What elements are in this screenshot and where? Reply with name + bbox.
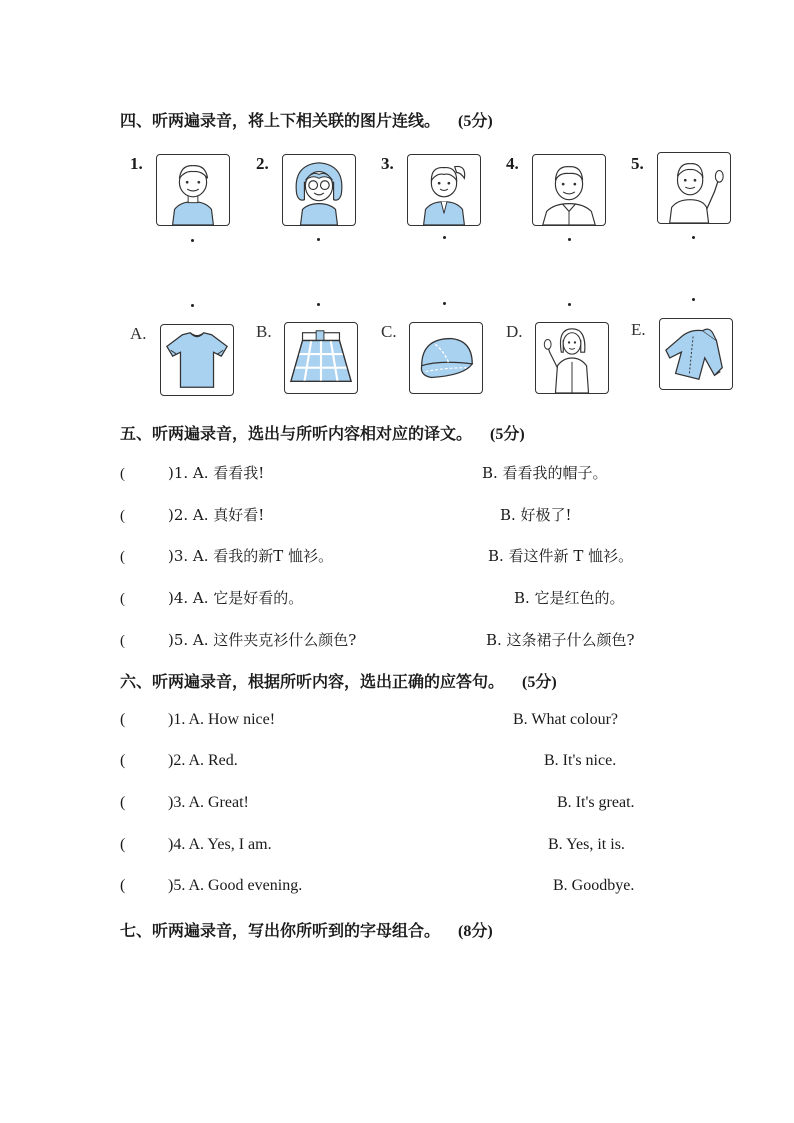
section4-score: (5分) — [458, 113, 493, 130]
top-dot-4[interactable] — [568, 238, 571, 241]
answer-blank[interactable]: ( — [120, 794, 126, 811]
girl-glasses-picture — [282, 154, 356, 226]
section7-title: 七、听两遍录音，写出你所听到的字母组合。 — [120, 921, 441, 940]
section5-q1-option-b: B. 看看我的帽子。 — [482, 464, 608, 482]
bottom-label-d: D. — [506, 322, 523, 341]
answer-blank[interactable]: ( — [120, 711, 126, 728]
skirt-picture — [284, 322, 358, 394]
girl-ponytail-picture — [407, 154, 481, 226]
top-dot-3[interactable] — [443, 236, 446, 239]
answer-blank[interactable]: ( — [120, 633, 125, 649]
section5-q5-option-b: B. 这条裙子什么颜色? — [486, 631, 635, 649]
bottom-label-c: C. — [381, 322, 397, 341]
section5-question-5 — [120, 629, 356, 650]
boy-waving-picture — [657, 152, 731, 224]
option-a: )3. A. 看我的新T 恤衫。 — [168, 547, 334, 565]
section5-title: 五、听两遍录音，选出与所听内容相对应的译文。 — [120, 424, 473, 443]
section6-heading — [120, 669, 557, 692]
section5-q2-option-b: B. 好极了! — [500, 506, 572, 524]
top-label-1: 1. — [130, 154, 143, 173]
section5-q3-option-b: B. 看这件新 T 恤衫。 — [488, 547, 634, 565]
answer-blank[interactable]: ( — [120, 752, 126, 769]
answer-blank[interactable]: ( — [120, 836, 126, 853]
option-a: )3. A. Great! — [168, 794, 249, 811]
section5-heading — [120, 421, 525, 444]
answer-blank[interactable]: ( — [120, 508, 125, 524]
section6-question-1 — [120, 711, 275, 729]
bottom-label-e: E. — [631, 320, 646, 339]
section5-question-2 — [120, 504, 264, 525]
option-a: )4. A. Yes, I am. — [168, 836, 272, 853]
woman-coat-picture — [535, 322, 609, 394]
section4-heading — [120, 108, 493, 131]
top-label-2: 2. — [256, 154, 269, 173]
section6-q1-option-b: B. What colour? — [513, 711, 619, 728]
top-label-5: 5. — [631, 154, 644, 173]
option-a: )2. A. Red. — [168, 752, 238, 769]
section6-question-3 — [120, 794, 249, 812]
option-a: )4. A. 它是好看的。 — [168, 589, 304, 607]
option-a: )2. A. 真好看! — [168, 506, 265, 524]
bottom-label-b: B. — [256, 322, 272, 341]
section6-question-5 — [120, 877, 302, 895]
section5-question-1 — [120, 462, 264, 483]
option-a: )5. A. Good evening. — [168, 877, 303, 894]
section6-q5-option-b: B. Goodbye. — [553, 877, 635, 894]
bottom-dot-a[interactable] — [191, 304, 194, 307]
top-label-3: 3. — [381, 154, 394, 173]
section5-score: (5分) — [490, 426, 525, 443]
option-a: )1. A. How nice! — [168, 711, 276, 728]
answer-blank[interactable]: ( — [120, 466, 125, 482]
section5-question-3 — [120, 545, 333, 566]
answer-blank[interactable]: ( — [120, 877, 126, 894]
section4-title: 四、听两遍录音，将上下相关联的图片连线。 — [120, 111, 441, 130]
top-dot-1[interactable] — [191, 239, 194, 242]
tshirt-picture — [160, 324, 234, 396]
cap-picture — [409, 322, 483, 394]
section6-q4-option-b: B. Yes, it is. — [548, 836, 625, 853]
jacket-picture — [659, 318, 733, 390]
answer-blank[interactable]: ( — [120, 549, 125, 565]
section5-q4-option-b: B. 它是红色的。 — [514, 589, 625, 607]
answer-blank[interactable]: ( — [120, 591, 125, 607]
section6-q3-option-b: B. It's great. — [557, 794, 635, 811]
section6-question-2 — [120, 752, 238, 770]
top-dot-5[interactable] — [692, 236, 695, 239]
bottom-label-a: A. — [130, 324, 147, 343]
top-dot-2[interactable] — [317, 238, 320, 241]
bottom-dot-d[interactable] — [568, 303, 571, 306]
man-shirt-picture — [532, 154, 606, 226]
section6-score: (5分) — [522, 674, 557, 691]
section7-heading — [120, 918, 493, 941]
section6-title: 六、听两遍录音，根据所听内容，选出正确的应答句。 — [120, 672, 505, 691]
top-label-4: 4. — [506, 154, 519, 173]
boy-tshirt-picture — [156, 154, 230, 226]
section7-score: (8分) — [458, 923, 493, 940]
section5-question-4 — [120, 587, 303, 608]
bottom-dot-e[interactable] — [692, 298, 695, 301]
bottom-dot-b[interactable] — [317, 303, 320, 306]
section6-q2-option-b: B. It's nice. — [544, 752, 617, 769]
option-a: )1. A. 看看我! — [168, 464, 265, 482]
option-a: )5. A. 这件夹克衫什么颜色? — [168, 631, 357, 649]
section6-question-4 — [120, 836, 272, 854]
bottom-dot-c[interactable] — [443, 302, 446, 305]
